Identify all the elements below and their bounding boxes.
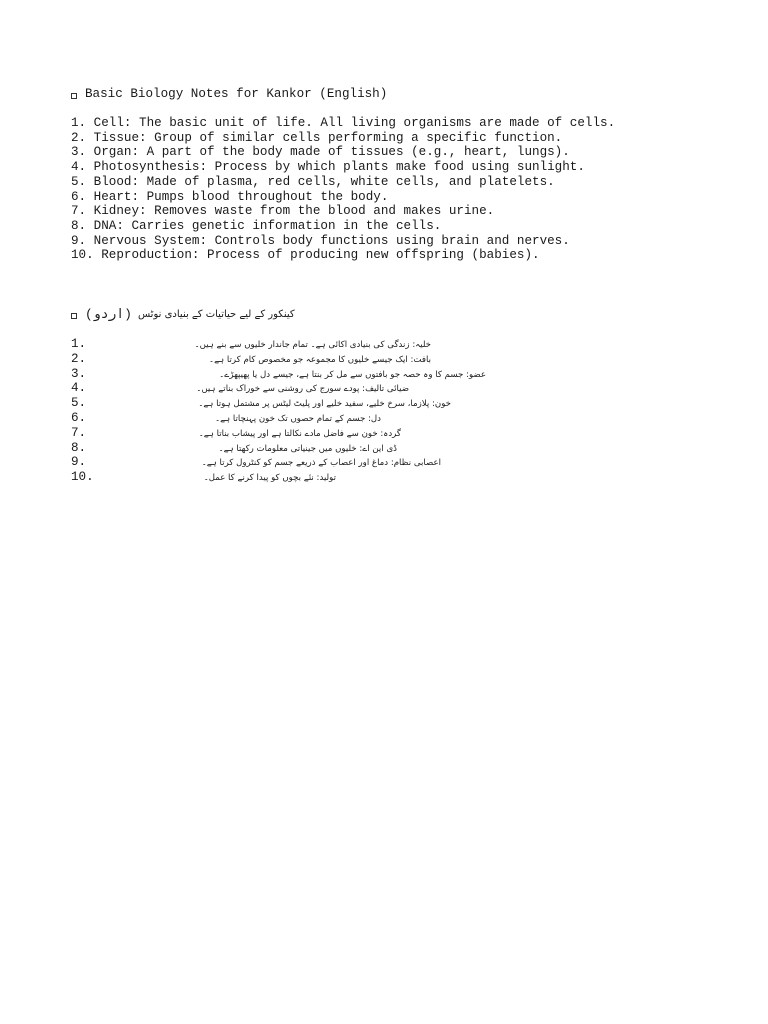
list-item: 7. Kidney: Removes waste from the blood and makes urine. [71, 204, 495, 219]
english-section-title: Basic Biology Notes for Kankor (English) [85, 87, 388, 101]
bullet-box-icon [71, 313, 77, 319]
urdu-title-language: (اردو) [85, 307, 132, 322]
item-text: تولید: نئے بچوں کو پیدا کرنے کا عمل۔ [203, 473, 336, 484]
list-item [71, 381, 431, 396]
list-item [71, 337, 431, 352]
urdu-section-heading [71, 307, 295, 322]
item-text: ضیائی تالیف: پودے سورج کی روشنی سے خوراک بناتے ہیں۔ [196, 384, 409, 395]
item-number: 3. [71, 366, 87, 381]
list-item [71, 352, 431, 367]
item-number: 9. [71, 455, 87, 470]
item-number: 4. [71, 381, 87, 396]
item-text: اعصابی نظام: دماغ اور اعصاب کے ذریعے جسم کو کنٹرول کرتا ہے۔ [201, 458, 441, 469]
list-item: 3. Organ: A part of the body made of tissues (e.g., heart, lungs). [71, 145, 570, 160]
item-number: 1. [71, 337, 87, 351]
list-item [71, 470, 431, 485]
list-item [71, 366, 486, 382]
list-item: 9. Nervous System: Controls body functions using brain and nerves. [71, 233, 570, 248]
item-text: ڈی این اے: خلیوں میں جینیاتی معلومات رکھتا ہے۔ [218, 443, 397, 454]
list-item [71, 455, 441, 470]
list-item: 6. Heart: Pumps blood throughout the body. [71, 189, 389, 204]
item-number: 8. [71, 440, 87, 455]
list-item: 2. Tissue: Group of similar cells performing a specific function. [71, 130, 563, 145]
list-item [71, 426, 431, 441]
item-text: گردہ: خون سے فاضل مادے نکالتا ہے اور پیشاب بناتا ہے۔ [198, 428, 401, 439]
english-notes-list [71, 116, 615, 263]
item-text: دل: جسم کے تمام حصوں تک خون پہنچاتا ہے۔ [215, 413, 381, 424]
list-item: 10. Reproduction: Process of producing new offspring (babies). [71, 248, 540, 263]
item-text: بافت: ایک جیسے خلیوں کا مجموعہ جو مخصوص کام کرتا ہے۔ [209, 354, 431, 365]
item-number: 6. [71, 410, 87, 425]
item-number: 10. [71, 470, 94, 485]
item-text: عضو: جسم کا وہ حصہ جو بافتوں سے مل کر بنتا ہے، جیسے دل یا پھیپھڑے۔ [219, 369, 486, 380]
bullet-box-icon [71, 93, 77, 99]
list-item [71, 396, 451, 411]
urdu-section-title: کینکور کے لیے حیاتیات کے بنیادی نوٹس [137, 309, 295, 320]
item-number: 2. [71, 351, 87, 366]
list-item: 5. Blood: Made of plasma, red cells, white cells, and platelets. [71, 174, 555, 189]
english-section-heading [71, 87, 387, 102]
list-item: 8. DNA: Carries genetic information in the cells. [71, 218, 442, 233]
list-item [71, 441, 431, 456]
item-number: 7. [71, 425, 87, 440]
urdu-notes-list [71, 337, 486, 485]
list-item [71, 411, 431, 426]
item-text: خلیہ: زندگی کی بنیادی اکائی ہے۔ تمام جاندار خلیوں سے بنے ہیں۔ [194, 340, 431, 350]
list-item: 1. Cell: The basic unit of life. All living organisms are made of cells. [71, 116, 616, 130]
item-text: خون: پلازما، سرخ خلیے، سفید خلیے اور پلیٹ لیٹس پر مشتمل ہوتا ہے۔ [198, 399, 451, 410]
item-number: 5. [71, 396, 87, 411]
list-item: 4. Photosynthesis: Process by which plants make food using sunlight. [71, 160, 585, 175]
